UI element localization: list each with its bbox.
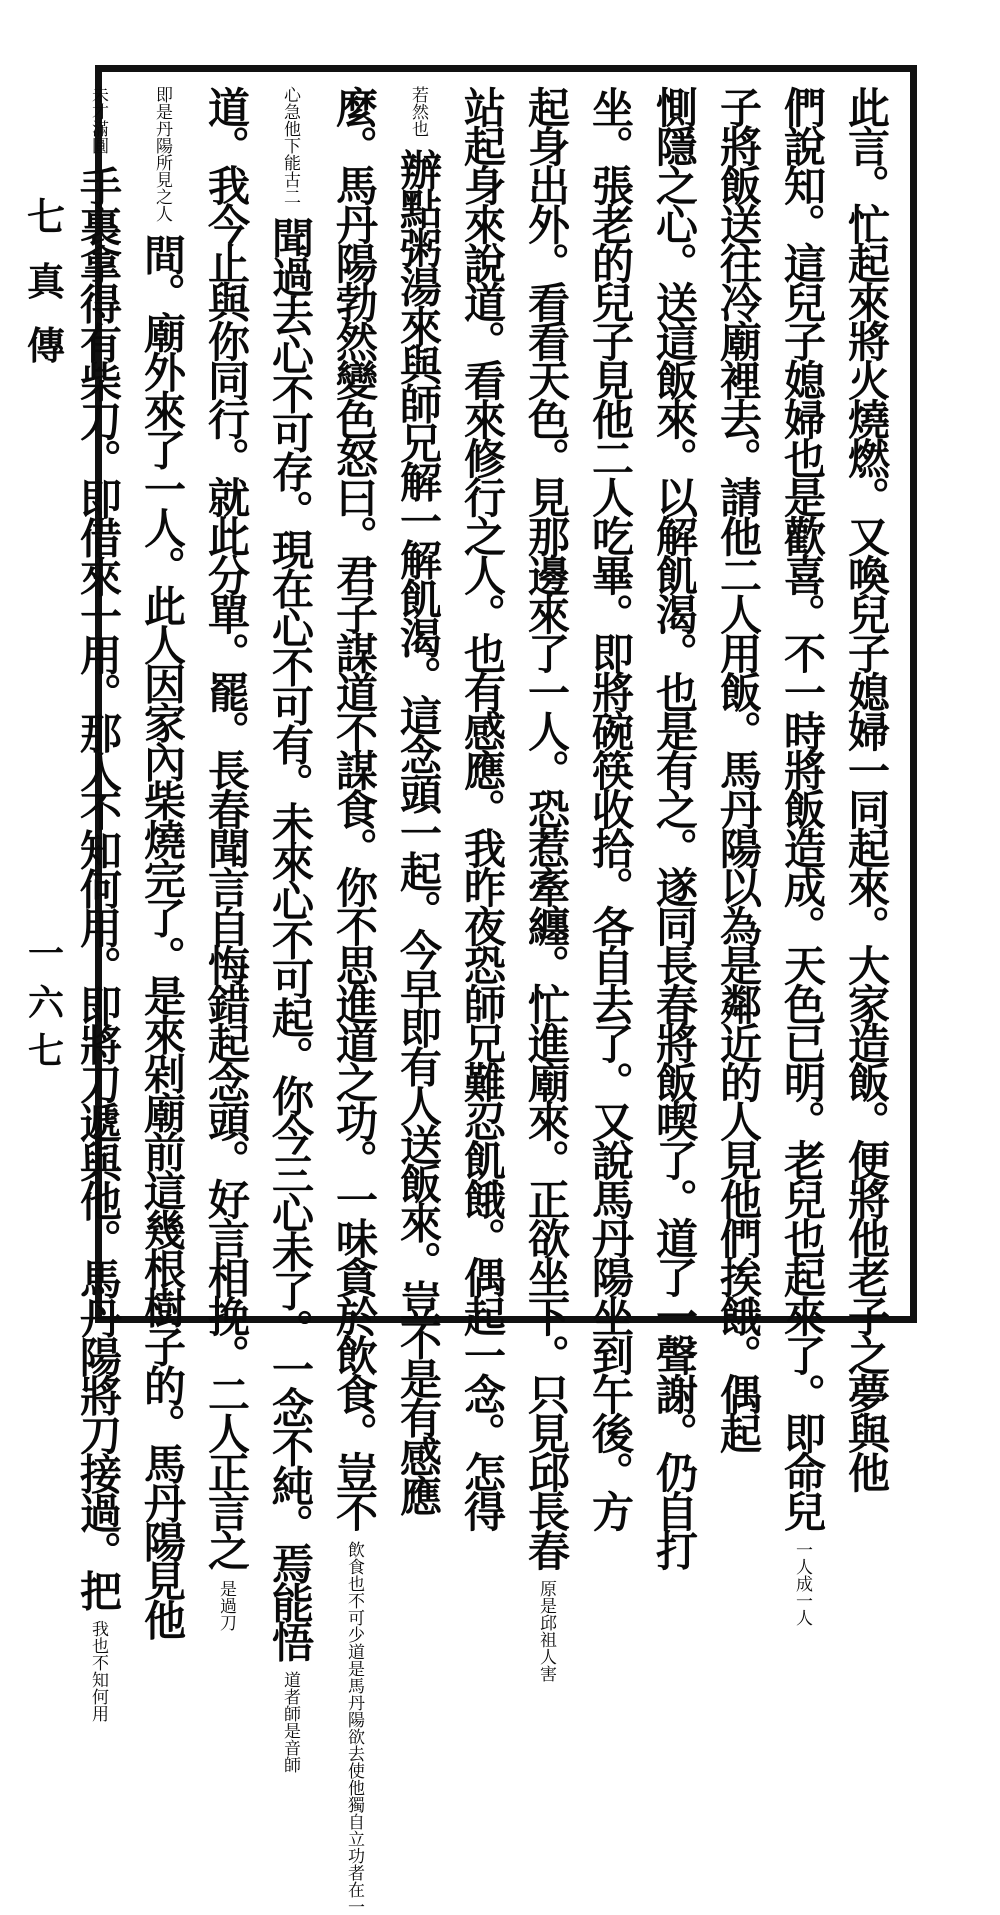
- text-column: [770, 86, 834, 1626]
- interlinear-note: 道者師是音師: [280, 1671, 300, 1774]
- page-number-char: 一: [27, 933, 64, 975]
- column-text: 站起身來說道。看來修行之人。也有感應。我昨夜恐師兄難忍飢餓。偶起一念。怎得: [458, 86, 507, 1529]
- page-number: [22, 930, 70, 1076]
- text-column: [194, 86, 258, 1631]
- text-column: [642, 86, 706, 1568]
- text-column: [258, 86, 322, 1774]
- text-column: [322, 86, 386, 1915]
- text-column: [450, 86, 514, 1529]
- column-text: 聞過去心不可存。現在心不可有。未來心不可起。你今三心未了。一念不純。焉能悟: [266, 216, 315, 1660]
- text-column: [386, 86, 450, 1514]
- text-column: [130, 86, 194, 1638]
- interlinear-note: 未才滿圓: [88, 86, 108, 154]
- column-text: 辦點粥湯來與師兄解一解飢渴。這念頭一起。今早即有人送飯來。豈不是有感應: [394, 148, 443, 1514]
- interlinear-note: 即是丹陽所見之人: [152, 86, 172, 222]
- interlinear-note: 一人成一人: [792, 1540, 812, 1626]
- column-text: 坐。張老的兒子見他二人吃畢。即將碗筷收拾。各自去了。又說馬丹陽坐到午後。方: [586, 86, 635, 1529]
- column-text: 道。我今止與你同行。就此分單。罷。長春聞言自悔錯起念頭。好言相挽。二人正言之: [202, 86, 251, 1568]
- column-text: 麼。馬丹陽勃然變色怒曰。君子謀道不謀食。你不思進道之功。一味貪於飲食。豈不: [330, 86, 379, 1529]
- text-frame: [74, 65, 917, 1915]
- interlinear-note: 飲食也不可少道是馬丹陽欲去使他獨自立功者在一: [344, 1540, 364, 1915]
- column-text: 起身出外。看看天色。見那邊來了一人。恐惹牽纏。忙進廟來。正欲坐下。只見邱長春: [522, 86, 571, 1568]
- book-title-char: 七: [26, 194, 65, 239]
- page-number-char: 六: [27, 981, 64, 1024]
- text-columns: [74, 86, 898, 1915]
- book-title-char: 傳: [26, 323, 65, 369]
- text-column: [66, 86, 130, 1723]
- column-text: 此言。忙起來將火燒燃。又喚兒子媳婦一同起來。大家造飯。便將他老子之夢與他: [842, 86, 891, 1490]
- column-text: 們說知。這兒子媳婦也是歡喜。不一時將飯造成。天色已明。老兒也起來了。即命兒: [778, 86, 827, 1529]
- text-column: [706, 86, 770, 1451]
- book-title-char: 真: [26, 258, 65, 304]
- book-title: [22, 185, 70, 379]
- interlinear-note: 心急他下能古二: [280, 86, 300, 205]
- text-column: [514, 86, 578, 1682]
- column-text: 手裏拿得有柴刀。即借來一用。那人不知何用。即將刀遞與他。馬丹陽將刀接過。把: [74, 165, 123, 1609]
- text-column: [834, 86, 898, 1490]
- interlinear-note: 我也不知何用: [88, 1620, 108, 1723]
- interlinear-note: 原是邱祖人害: [536, 1579, 556, 1682]
- interlinear-note: 若然也: [408, 86, 428, 137]
- column-text: 子將飯送往冷廟裡去。請他二人用飯。馬丹陽以為是鄰近的人見他們挨餓。偶起: [714, 86, 763, 1451]
- text-column: [578, 86, 642, 1529]
- column-text: 間。廟外來了一人。此人因家內柴燒完了。是來剁廟前這幾根樹子的。馬丹陽見他: [138, 233, 187, 1638]
- column-text: 惻隱之心。送這飯來。以解飢渴。也是有之。遂同長春將飯喫了。道了一聲謝。仍自打: [650, 86, 699, 1568]
- interlinear-note: 是過刀: [216, 1579, 236, 1631]
- page-number-char: 七: [27, 1030, 64, 1073]
